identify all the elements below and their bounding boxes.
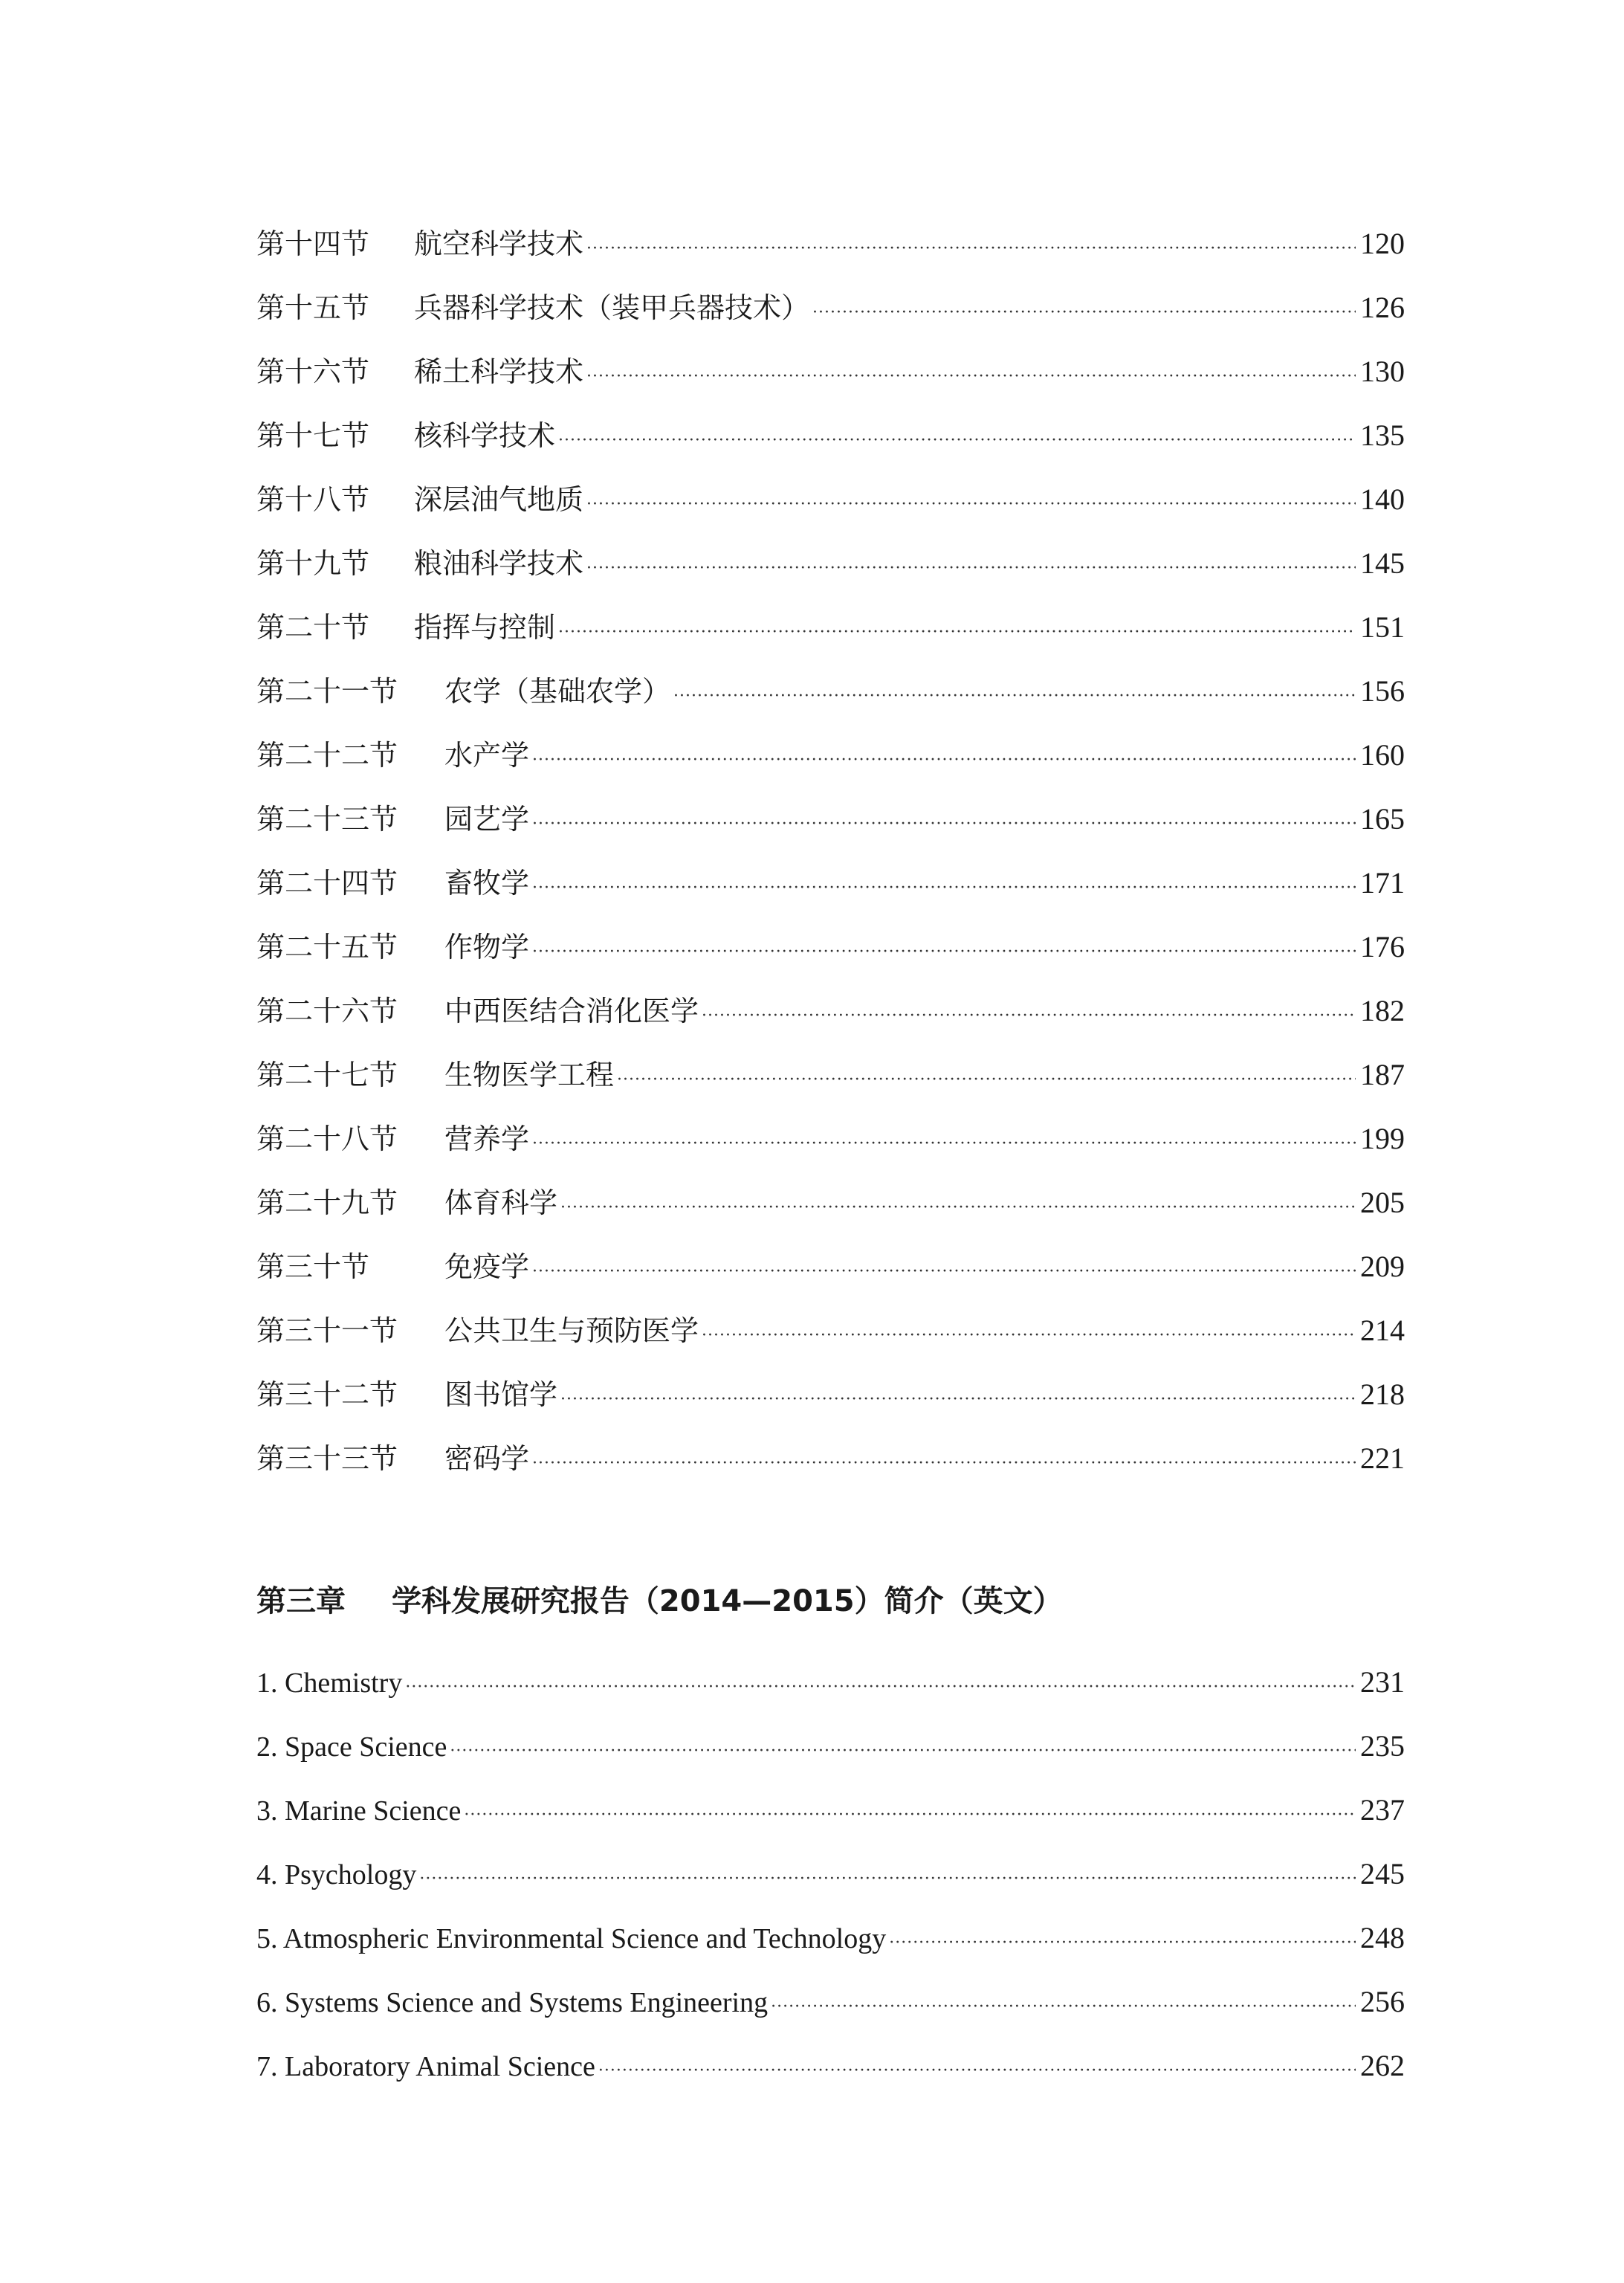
dot-leader [532, 856, 1356, 920]
toc-entry[interactable] [256, 787, 1405, 851]
section-number: 第二十七节 [256, 1059, 398, 1091]
toc-entry[interactable] [256, 1970, 1405, 2034]
page-number: 160 [1360, 738, 1405, 772]
section-number: 第二十一节 [256, 675, 398, 708]
chapter-title: 学科发展研究报告（2014—2015）简介（英文） [391, 1584, 1063, 1618]
chapter-number: 第三章 [256, 1584, 346, 1618]
page-number: 182 [1360, 994, 1405, 1027]
toc-entry[interactable] [256, 1363, 1405, 1427]
toc-entry[interactable] [256, 532, 1405, 595]
entry-title: 2. Space Science [256, 1731, 447, 1763]
toc-entry[interactable] [256, 1171, 1405, 1235]
page-number: 221 [1360, 1441, 1405, 1475]
dot-leader [598, 2039, 1356, 2103]
section-number: 第二十九节 [256, 1186, 398, 1219]
toc-entry[interactable] [256, 851, 1405, 915]
toc-entry[interactable] [256, 723, 1405, 787]
dot-leader [586, 217, 1356, 281]
toc-entry[interactable] [256, 1714, 1405, 1778]
page-number: 231 [1360, 1665, 1405, 1699]
dot-leader [532, 920, 1356, 984]
section-number: 第十八节 [256, 483, 370, 516]
section-number: 第二十四节 [256, 867, 398, 900]
section-title: 指挥与控制 [414, 611, 556, 644]
toc-entry[interactable] [256, 404, 1405, 468]
section-number: 第十九节 [256, 547, 370, 580]
section-number: 第二十五节 [256, 931, 398, 963]
page-number: 214 [1360, 1314, 1405, 1347]
section-number: 第三十二节 [256, 1378, 398, 1411]
english-toc-list [256, 1650, 1405, 2098]
dot-leader [586, 345, 1356, 409]
section-title: 深层油气地质 [414, 483, 584, 516]
dot-leader [558, 601, 1356, 665]
page-number: 209 [1360, 1250, 1405, 1283]
section-number: 第二十二节 [256, 739, 398, 772]
dot-leader [464, 1783, 1356, 1847]
page-number: 135 [1360, 419, 1405, 452]
section-title: 作物学 [444, 931, 530, 963]
chapter-heading[interactable] [256, 1578, 1063, 1620]
section-number: 第十六节 [256, 355, 370, 388]
page-number: 218 [1360, 1378, 1405, 1411]
toc-entry[interactable] [256, 979, 1405, 1043]
dot-leader [532, 729, 1356, 792]
section-number: 第十五节 [256, 291, 370, 324]
page-number: 130 [1360, 355, 1405, 388]
section-title: 稀土科学技术 [414, 355, 584, 388]
section-title: 水产学 [444, 739, 530, 772]
dot-leader [532, 792, 1356, 856]
dot-leader [702, 1304, 1356, 1368]
page-number: 256 [1360, 1985, 1405, 2018]
section-title: 图书馆学 [444, 1378, 558, 1411]
toc-entry[interactable] [256, 1427, 1405, 1491]
entry-title: 6. Systems Science and Systems Engineering [256, 1987, 769, 2018]
page-number: 151 [1360, 610, 1405, 644]
section-number: 第二十六节 [256, 995, 398, 1027]
toc-entry[interactable] [256, 276, 1405, 340]
entry-title: 1. Chemistry [256, 1667, 403, 1699]
dot-leader [812, 281, 1356, 345]
section-number: 第三十一节 [256, 1314, 398, 1347]
page-number: 262 [1360, 2049, 1405, 2082]
toc-entry[interactable] [256, 468, 1405, 532]
entry-title: 5. Atmospheric Environmental Science and Technology [256, 1923, 887, 1954]
section-number: 第三十三节 [256, 1442, 398, 1475]
dot-leader [702, 984, 1356, 1048]
toc-entry[interactable] [256, 1043, 1405, 1107]
section-toc-list [256, 212, 1405, 1491]
section-number: 第三十节 [256, 1250, 370, 1283]
section-title: 生物医学工程 [444, 1059, 615, 1091]
dot-leader [771, 1975, 1356, 2039]
section-title: 农学（基础农学） [444, 675, 671, 708]
section-title: 中西医结合消化医学 [444, 995, 699, 1027]
section-title: 园艺学 [444, 803, 530, 836]
entry-title: 3. Marine Science [256, 1795, 462, 1827]
toc-entry[interactable] [256, 1650, 1405, 1714]
section-title: 航空科学技术 [414, 227, 584, 260]
page-number: 120 [1360, 227, 1405, 260]
toc-entry[interactable] [256, 212, 1405, 276]
page-number: 176 [1360, 930, 1405, 963]
dot-leader [419, 1847, 1356, 1911]
dot-leader [617, 1048, 1356, 1112]
entry-title: 4. Psychology [256, 1859, 417, 1890]
section-number: 第十四节 [256, 227, 370, 260]
toc-entry[interactable] [256, 659, 1405, 723]
toc-entry[interactable] [256, 1299, 1405, 1363]
dot-leader [560, 1176, 1356, 1240]
section-title: 畜牧学 [444, 867, 530, 900]
page-number: 205 [1360, 1186, 1405, 1219]
dot-leader [673, 665, 1356, 729]
section-title: 兵器科学技术（装甲兵器技术） [414, 291, 810, 324]
section-number: 第二十八节 [256, 1123, 398, 1155]
section-title: 密码学 [444, 1442, 530, 1475]
section-number: 第二十三节 [256, 803, 398, 836]
page-number: 237 [1360, 1793, 1405, 1827]
section-title: 营养学 [444, 1123, 530, 1155]
dot-leader [532, 1240, 1356, 1304]
dot-leader [889, 1911, 1356, 1975]
dot-leader [560, 1368, 1356, 1432]
toc-entry[interactable] [256, 595, 1405, 659]
dot-leader [532, 1432, 1356, 1496]
section-title: 粮油科学技术 [414, 547, 584, 580]
toc-entry[interactable] [256, 1842, 1405, 1906]
page-number: 145 [1360, 546, 1405, 580]
page-number: 235 [1360, 1729, 1405, 1763]
section-number: 第十七节 [256, 419, 370, 452]
page-number: 126 [1360, 291, 1405, 324]
dot-leader [405, 1656, 1356, 1719]
section-title: 核科学技术 [414, 419, 556, 452]
toc-entry[interactable] [256, 1107, 1405, 1171]
page-number: 171 [1360, 866, 1405, 900]
dot-leader [586, 473, 1356, 537]
dot-leader [586, 537, 1356, 601]
dot-leader [450, 1719, 1356, 1783]
page-number: 245 [1360, 1857, 1405, 1890]
section-title: 免疫学 [444, 1250, 530, 1283]
dot-leader [532, 1112, 1356, 1176]
page-number: 248 [1360, 1921, 1405, 1954]
page-number: 187 [1360, 1058, 1405, 1091]
toc-entry[interactable] [256, 1778, 1405, 1842]
toc-entry[interactable] [256, 340, 1405, 404]
page-number: 140 [1360, 482, 1405, 516]
toc-entry[interactable] [256, 1235, 1405, 1299]
dot-leader [558, 409, 1356, 473]
page-number: 165 [1360, 802, 1405, 836]
toc-entry[interactable] [256, 2034, 1405, 2098]
toc-entry[interactable] [256, 915, 1405, 979]
entry-title: 7. Laboratory Animal Science [256, 2051, 595, 2082]
section-title: 体育科学 [444, 1186, 558, 1219]
section-number: 第二十节 [256, 611, 370, 644]
section-title: 公共卫生与预防医学 [444, 1314, 699, 1347]
toc-entry[interactable] [256, 1906, 1405, 1970]
page-number: 156 [1360, 674, 1405, 708]
page-number: 199 [1360, 1122, 1405, 1155]
